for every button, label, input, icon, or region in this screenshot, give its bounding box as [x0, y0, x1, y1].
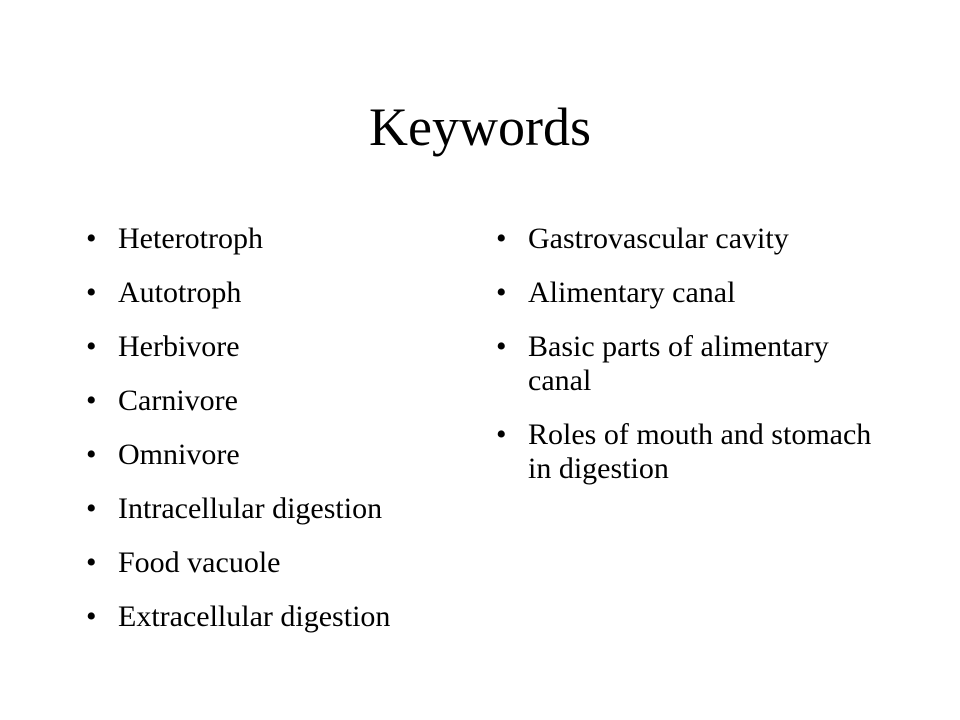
- list-item-text: Omnivore: [118, 438, 240, 471]
- list-item-text: Alimentary canal: [528, 276, 736, 309]
- list-item: [86, 276, 466, 310]
- bullet-icon: •: [86, 384, 97, 417]
- bullet-icon: •: [86, 222, 97, 255]
- list-item-text: Roles of mouth and stomach in digestion: [528, 418, 872, 485]
- list-item: [496, 418, 876, 486]
- bullet-icon: •: [86, 276, 97, 309]
- keyword-list-left: [86, 222, 466, 654]
- list-item: [496, 222, 876, 256]
- bullet-icon: •: [496, 418, 507, 451]
- list-item-text: Heterotroph: [118, 222, 263, 255]
- bullet-icon: •: [496, 330, 507, 363]
- list-item: [86, 600, 466, 634]
- list-item: [86, 384, 466, 418]
- list-item-text: Basic parts of alimentary canal: [528, 330, 829, 397]
- list-item-text: Extracellular digestion: [118, 600, 391, 633]
- list-item: [496, 330, 876, 398]
- bullet-icon: •: [496, 276, 507, 309]
- list-item: [496, 276, 876, 310]
- list-item-text: Autotroph: [118, 276, 242, 309]
- bullet-icon: •: [86, 492, 97, 525]
- bullet-icon: •: [86, 438, 97, 471]
- list-item-text: Food vacuole: [118, 546, 281, 579]
- list-item: [86, 438, 466, 472]
- list-item-text: Carnivore: [118, 384, 238, 417]
- bullet-icon: •: [86, 600, 97, 633]
- keyword-list-right: [496, 222, 876, 506]
- list-item-text: Gastrovascular cavity: [528, 222, 789, 255]
- list-item: [86, 492, 466, 526]
- bullet-icon: •: [86, 546, 97, 579]
- list-item: [86, 330, 466, 364]
- bullet-icon: •: [86, 330, 97, 363]
- bullet-icon: •: [496, 222, 507, 255]
- list-item-text: Herbivore: [118, 330, 240, 363]
- list-item: [86, 546, 466, 580]
- slide-title: Keywords: [369, 97, 591, 157]
- list-item: [86, 222, 466, 256]
- list-item-text: Intracellular digestion: [118, 492, 383, 525]
